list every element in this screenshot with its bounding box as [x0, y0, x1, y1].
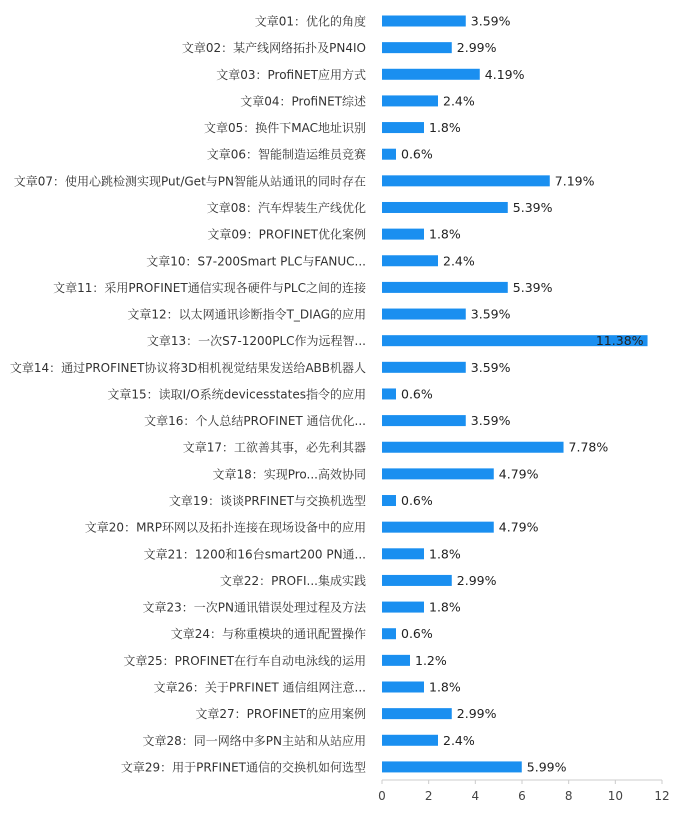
value-label: 5.39%: [512, 279, 553, 295]
bar: [382, 468, 494, 479]
bar: [382, 522, 494, 533]
category-label: 文章09：PROFINET优化案例: [207, 227, 366, 242]
value-label: 7.78%: [568, 439, 609, 455]
category-label: 文章15：读取I/O系统devicesstates指令的应用: [107, 387, 366, 402]
bar: [382, 575, 452, 586]
category-label: 文章27：PROFINET的应用案例: [195, 707, 366, 722]
value-label: 2.99%: [456, 40, 497, 56]
x-tick-label: 12: [654, 789, 670, 803]
bar: [382, 175, 550, 186]
x-tick-label: 6: [518, 789, 526, 803]
value-label: 3.59%: [470, 359, 511, 375]
category-label: 文章21：1200和16台smart200 PN通...: [143, 547, 366, 562]
bar: [382, 122, 424, 133]
category-label: 文章22：PROFI...集成实践: [219, 573, 366, 588]
x-axis-ticks: [378, 780, 669, 803]
bar: [382, 495, 396, 506]
category-label: 文章08：汽车焊装生产线优化: [206, 200, 366, 215]
value-label: 2.99%: [456, 706, 497, 722]
x-tick-label: 10: [607, 789, 623, 803]
category-label: 文章26：关于PRFINET 通信组网注意...: [153, 680, 366, 695]
value-label: 5.99%: [526, 759, 567, 775]
category-label: 文章17：工欲善其事，必先利其器: [182, 440, 366, 455]
value-label: 5.39%: [512, 199, 553, 215]
bar: [382, 548, 424, 559]
bars-layer: [10, 14, 648, 775]
category-label: 文章11：采用PROFINET通信实现各硬件与PLC之间的连接: [53, 280, 366, 295]
value-label: 7.19%: [554, 173, 595, 189]
value-label: 4.79%: [498, 519, 539, 535]
bar: [382, 149, 396, 160]
category-label: 文章05：换件下MAC地址识别: [203, 121, 366, 136]
bar: [382, 202, 508, 213]
x-tick-label: 4: [471, 789, 480, 803]
bar: [382, 761, 522, 772]
value-label: 0.6%: [401, 146, 433, 162]
category-label: 文章14：通过PROFINET协议将3D相机视觉结果发送给ABB机器人: [9, 360, 366, 375]
value-label: 3.59%: [470, 13, 511, 29]
category-label: 文章24：与称重模块的通讯配置操作: [170, 627, 366, 642]
value-label: 2.99%: [456, 572, 497, 588]
category-label: 文章20：MRP环网以及拓扑连接在现场设备中的应用: [84, 520, 366, 535]
category-label: 文章04：ProfiNET综述: [240, 94, 366, 109]
category-label: 文章06：智能制造运维员竞赛: [206, 147, 366, 162]
value-label: 1.8%: [429, 546, 461, 562]
category-label: 文章07：使用心跳检测实现Put/Get与PN智能从站通讯的同时存在: [13, 174, 366, 189]
value-label: 1.8%: [429, 120, 461, 136]
category-label: 文章16：个人总结PROFINET 通信优化...: [144, 414, 366, 429]
bar: [382, 415, 466, 426]
bar: [382, 735, 438, 746]
value-label: 3.59%: [470, 306, 511, 322]
category-label: 文章29：用于PRFINET通信的交换机如何选型: [120, 760, 366, 775]
value-label: 0.6%: [401, 386, 433, 402]
x-tick-label: 0: [378, 789, 386, 803]
value-label: 11.38%: [595, 333, 644, 349]
value-label: 1.8%: [429, 679, 461, 695]
bar: [382, 388, 396, 399]
bar: [382, 708, 452, 719]
value-label: 0.6%: [401, 626, 433, 642]
category-label: 文章19：谈谈PRFINET与交换机选型: [168, 494, 366, 509]
bar: [382, 362, 466, 373]
x-tick-label: 2: [424, 789, 433, 803]
category-label: 文章03：ProfiNET应用方式: [216, 67, 366, 82]
x-tick-label: 8: [564, 789, 573, 803]
bar: [382, 628, 396, 639]
bar: [382, 69, 480, 80]
bar: [382, 16, 466, 27]
bar: [382, 42, 452, 53]
value-label: 4.79%: [498, 466, 539, 482]
value-label: 4.19%: [484, 66, 525, 82]
bar: [382, 682, 424, 693]
category-label: 文章25：PROFINET在行车自动电泳线的运用: [123, 653, 366, 668]
value-label: 2.4%: [443, 93, 475, 109]
category-label: 文章01：优化的角度: [254, 14, 366, 29]
category-label: 文章13：一次S7-1200PLC作为远程智...: [146, 334, 366, 349]
value-label: 1.8%: [429, 226, 461, 242]
value-label: 1.2%: [415, 652, 447, 668]
bar: [382, 255, 438, 266]
value-label: 0.6%: [401, 493, 433, 509]
bar: [382, 442, 564, 453]
value-label: 1.8%: [429, 599, 461, 615]
category-label: 文章12：以太网通讯诊断指令T_DIAG的应用: [127, 307, 366, 322]
category-label: 文章28：同一网络中多PN主站和从站应用: [142, 733, 366, 748]
category-label: 文章10：S7-200Smart PLC与FANUC...: [146, 254, 366, 269]
bar: [382, 309, 466, 320]
bar: [382, 602, 424, 613]
category-label: 文章23：一次PN通讯错误处理过程及方法: [142, 600, 366, 615]
bar: [382, 95, 438, 106]
category-label: 文章18：实现Pro...高效协同: [212, 467, 366, 482]
bar: [382, 229, 424, 240]
category-label: 文章02：某产线网络拓扑及PN4IO: [181, 41, 366, 56]
bar: [382, 655, 410, 666]
value-label: 2.4%: [443, 732, 475, 748]
value-label: 2.4%: [443, 253, 475, 269]
bar: [382, 282, 508, 293]
value-label: 3.59%: [470, 413, 511, 429]
